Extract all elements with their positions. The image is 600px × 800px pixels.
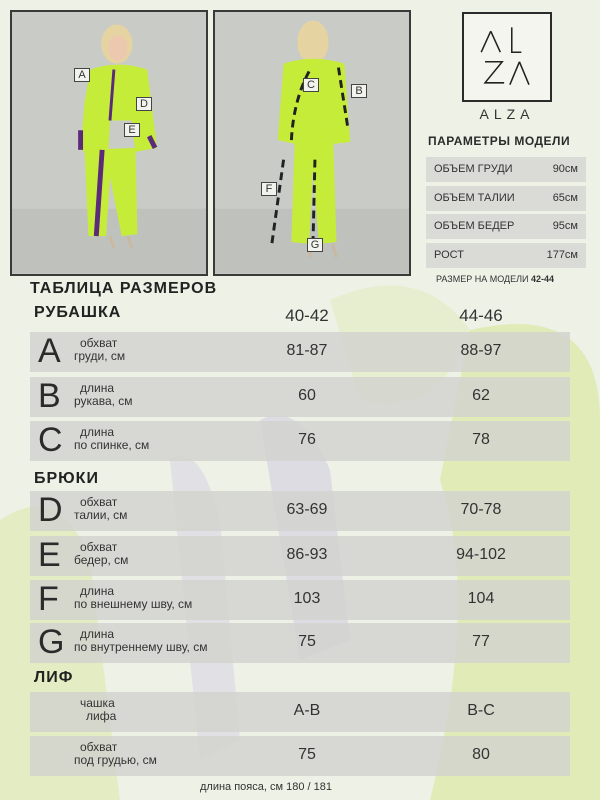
marker-g: G: [307, 238, 323, 252]
measure-description: обхват груди, см: [74, 336, 126, 363]
param-label: ОБЪЕМ ТАЛИИ: [434, 192, 515, 204]
size-on-model: [436, 274, 554, 284]
measure-letter: D: [38, 491, 63, 529]
measure-letter: A: [38, 332, 61, 370]
size-value: 75: [298, 746, 316, 763]
measure-description: обхват бедер, см: [74, 540, 129, 567]
size-value: 94-102: [456, 546, 506, 563]
size-value: 78: [472, 431, 490, 448]
size-row-b: [30, 377, 570, 417]
size-value: 62: [472, 387, 490, 404]
measure-letter: C: [38, 421, 63, 459]
marker-c: C: [303, 78, 319, 92]
size-value: B-C: [467, 702, 495, 719]
size-row-underbust: [30, 736, 570, 776]
logo-glyph-icon: [464, 14, 550, 100]
size-value: 75: [298, 633, 316, 650]
measure-letter: B: [38, 377, 61, 415]
param-value: 65см: [552, 192, 578, 204]
back-model-illustration: [215, 12, 409, 274]
size-row-d: [30, 491, 570, 531]
marker-e: E: [124, 123, 140, 137]
param-value: 177см: [546, 249, 578, 261]
brand-logo: [462, 12, 552, 102]
belt-length-note: длина пояса, см 180 / 181: [200, 781, 332, 793]
marker-d: D: [136, 97, 152, 111]
size-value: 76: [298, 431, 316, 448]
size-row-f: [30, 580, 570, 620]
measure-letter: F: [38, 580, 59, 618]
size-row-g: [30, 623, 570, 663]
measure-letter: G: [38, 623, 65, 661]
measure-description: чашка лифа: [80, 696, 117, 723]
size-value: 81-87: [286, 342, 328, 359]
param-row-hips: [426, 214, 586, 239]
size-value: 77: [472, 633, 490, 650]
size-value: 88-97: [460, 342, 502, 359]
param-row-bust: [426, 157, 586, 182]
size-value: 103: [293, 590, 321, 607]
param-value: 95см: [552, 220, 578, 232]
size-column-1: 40-42: [285, 306, 329, 325]
measure-description: длина по спинке, см: [74, 425, 150, 452]
param-value: 90см: [552, 163, 578, 175]
front-model-illustration: [12, 12, 206, 274]
param-label: РОСТ: [434, 249, 464, 261]
section-title-pants: БРЮКИ: [34, 470, 99, 487]
size-value: 80: [472, 746, 490, 763]
model-params-title: ПАРАМЕТРЫ МОДЕЛИ: [428, 134, 571, 148]
measure-description: обхват талии, см: [74, 495, 128, 522]
size-column-2: 44-46: [459, 306, 503, 325]
size-value: 104: [467, 590, 495, 607]
size-row-cup: [30, 692, 570, 732]
size-row-e: [30, 536, 570, 576]
param-label: ОБЪЕМ ГРУДИ: [434, 163, 513, 175]
size-row-a: [30, 332, 570, 372]
size-value: A-B: [293, 702, 321, 719]
marker-b: B: [351, 84, 367, 98]
size-on-model-value: 42-44: [531, 274, 555, 284]
section-title-shirt: РУБАШКА: [34, 304, 122, 321]
section-title-bra: ЛИФ: [34, 669, 74, 686]
marker-f: F: [261, 182, 277, 196]
param-row-height: [426, 243, 586, 268]
brand-name: ALZA: [479, 106, 535, 122]
size-value: 63-69: [286, 501, 328, 518]
size-value: 70-78: [460, 501, 502, 518]
size-row-c: [30, 421, 570, 461]
measure-description: длина по внутреннему шву, см: [74, 627, 208, 654]
size-on-model-label: РАЗМЕР НА МОДЕЛИ: [436, 274, 529, 284]
measure-description: обхват под грудью, см: [74, 740, 157, 767]
measure-letter: E: [38, 536, 61, 574]
size-value: 86-93: [286, 546, 328, 563]
param-label: ОБЪЕМ БЕДЕР: [434, 220, 515, 232]
size-value: 60: [298, 387, 316, 404]
front-model-photo: [10, 10, 208, 276]
marker-a: A: [74, 68, 90, 82]
back-model-photo: [213, 10, 411, 276]
param-row-waist: [426, 186, 586, 211]
size-table-title: ТАБЛИЦА РАЗМЕРОВ: [30, 280, 218, 297]
measure-description: длина по внешнему шву, см: [74, 584, 193, 611]
measure-description: длина рукава, см: [74, 381, 133, 408]
